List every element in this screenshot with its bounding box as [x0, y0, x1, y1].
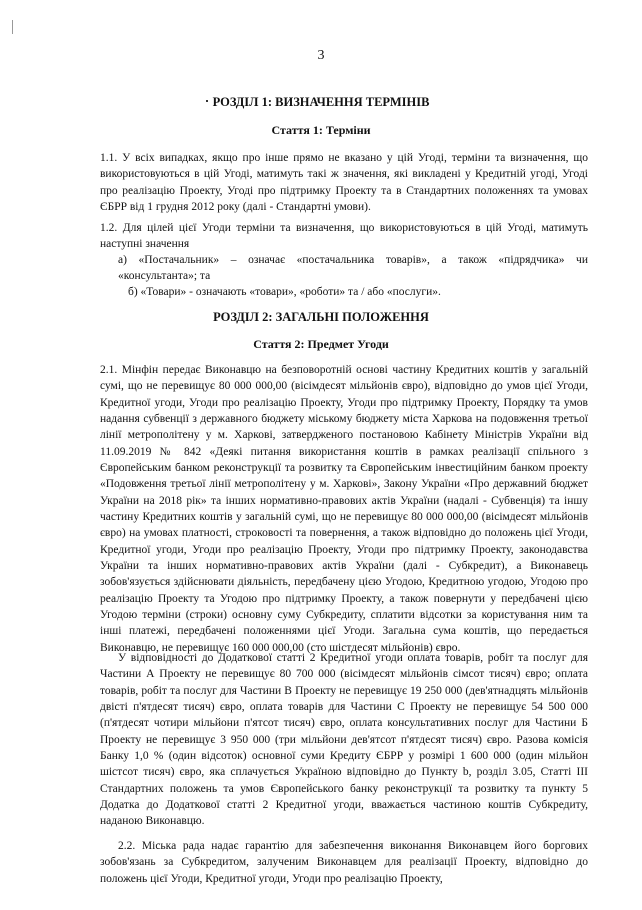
- definition-item-a: а) «Постачальник» – означає «постачальника товарів», а також «підрядчика» чи «консультанта»; та: [118, 254, 588, 283]
- definition-item-b: б) «Товари» - означають «товари», «роботи» та / або «послуги».: [128, 286, 441, 298]
- paragraph-2-2-text: 2.2. Міська рада надає гарантію для забезпечення виконання Виконавцем його боргових зобов'язань за Субкредитом, залученим Виконавцем для реалізації Проекту, відповідно до положень цієї Угоди, Кредитної угоди, Угоди про реалізацію Проекту,: [100, 840, 588, 885]
- page-number: 3: [317, 48, 325, 63]
- section-2-title: РОЗДІЛ 2: ЗАГАЛЬНІ ПОЛОЖЕННЯ: [213, 310, 429, 324]
- paragraph-2-2: [100, 838, 588, 887]
- section-1-title: РОЗДІЛ 1: ВИЗНАЧЕННЯ ТЕРМІНІВ: [212, 95, 430, 109]
- paragraph-2-1-continued-text: У відповідності до Додаткової статті 2 Кредитної угоди оплата товарів, робіт та послуг для Частини А Проекту не перевищує 80 700 000 (вісімдесят мільйонів сімсот тисяч) євро; оплата товарів, робіт та послуг для Частини В Проекту не перевищує 19 250 000 (дев'ятнадцять мільйонів двісті п'ятдесят тисяч) євро, оплата товарів для Частини С Проекту не перевищує 54 500 000 (п'ятдесят чотири мільйони п'ятсот тисяч) євро, оплата консультативних послуг для Частини Б Проекту не перевищує 3 950 000 (три мільйони дев'ятсот п'ятдесят тисяч) євро. Разова комісія Банку 1,0 % (один відсоток) основної суми Кредиту ЄБРР у розмірі 1 600 000 (один мільйон шістсот тисяч) євро, яка сплачується Україною відповідно до Пункту b, розділ 3.05, Статті III Стандартних положень та умов Європейського банку реконструкції та розвитку та пункту 5 Додатка до Додаткової статті 2 Кредитної угоди, вважається частиною коштів Субкредиту, наданою Виконавцю.: [100, 652, 588, 828]
- paragraph-2-1-text: 2.1. Мінфін передає Виконавцю на безповоротній основі частину Кредитних коштів у загальній сумі, що не перевищує 80 000 000,00 (вісімдесят мільйонів євро), відповідно до умов цієї Угоди, Кредитної угоди, Угоди про реалізацію Проекту, Угоди про підтримку Проекту, Порядку та умов надання субвенції з державного бюджету міському бюджету міста Харкова на подовження третьої лінії метрополітену у м. Харкові, затвердженого постановою Кабінету Міністрів України від 11.09.2019 № 842 «Деякі питання використання коштів в рамках реалізації спільного з Європейським банком реконструкції та розвитку та Європейським інвестиційним банком проекту «Подовження третьої лінії метрополітену у м. Харкові», Закону України «Про державний бюджет України на 2018 рік» та інших нормативно-правових актів України (надалі - Субвенція) та іншу частину Кредитних коштів у загальній сумі, що не перевищує 80 000 000,00 (вісімдесят мільйонів євро) на умовах платності, строковості та повернення, а також відповідно до положень цієї Угоди, Кредитної угоди, Угоди про реалізацію Проекту, Угоди про підтримку Проекту, законодавства України та інших нормативно-правових актів України (далі - Субкредит), а Виконавець зобов'язується здійснювати діяльність, передбачену цією Угодою, Кредитною угодою, Угодою про реалізацію Проекту та Угодою про підтримку Проекту, а також повернути у передбачені цією Угодою терміни (строки) основну суму Субкредиту, сплатити відсотки за користування ним та інші платежі, передбачені положеннями цієї Угоди. Загальна сума коштів, що передається Виконавцю, не перевищує 160 000 000,00 (сто шістдесят мільйонів) євро.: [100, 364, 588, 654]
- paragraph-2-1: [100, 362, 588, 656]
- scan-artifact: [12, 20, 13, 34]
- article-1-title: Стаття 1: Терміни: [271, 123, 371, 137]
- paragraph-2-1-continued: [100, 650, 588, 830]
- paragraph-1-2: [100, 220, 588, 253]
- paragraph-1-1: [100, 150, 588, 215]
- paragraph-1-2-text: 1.2. Для цілей цієї Угоди терміни та визначення, що використовуються в цій Угоді, матимуть наступні значення: [100, 222, 588, 251]
- article-2-title: Стаття 2: Предмет Угоди: [253, 337, 389, 351]
- paragraph-1-1-text: 1.1. У всіх випадках, якщо про інше прямо не вказано у цій Угоді, терміни та визначення, що використовуються в цій Угоді, матимуть такі ж значення, які викладені у Кредитній угоді, Угоді про реалізацію Проекту, Угоді про підтримку Проекту та в Стандартних положеннях та умовах ЄБРР від 1 грудня 2012 року (далі - Стандартні умови).: [100, 152, 588, 213]
